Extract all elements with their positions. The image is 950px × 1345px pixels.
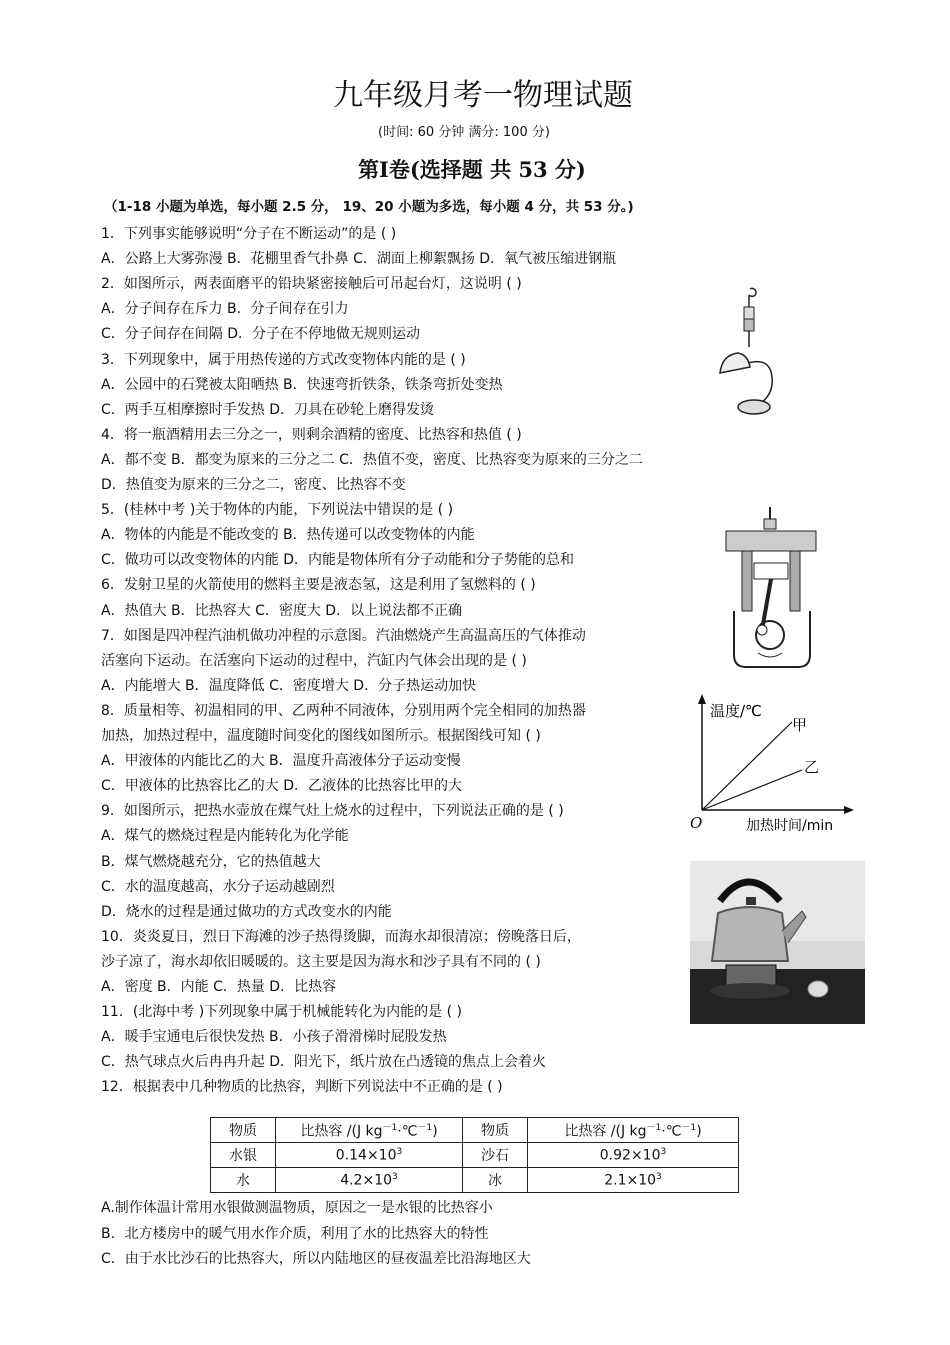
section-heading: 第Ⅰ卷(选择题 共 53 分) [358, 157, 586, 182]
graph-origin: O [690, 814, 703, 832]
engine-power-stroke-figure [722, 505, 822, 670]
table-header-cell: 比热容 /(J $kg^{-1}\cdot℃^{-1}$) [276, 1118, 463, 1143]
question-line: 活塞向下运动。在活塞向下运动的过程中，汽缸内气体会出现的是 ( ) [101, 652, 527, 669]
option-line: C．由于水比沙石的比热容大，所以内陆地区的昼夜温差比沿海地区大 [101, 1251, 531, 1267]
question-line: A．煤气的燃烧过程是内能转化为化学能 [101, 828, 349, 845]
table-row [211, 1143, 739, 1168]
question-line: 2．如图所示，两表面磨平的铅块紧密接触后可吊起台灯，这说明 ( ) [101, 276, 522, 293]
question-line: A．公路上大雾弥漫 B．花棚里香气扑鼻 C．湖面上柳絮飘扬 D．氧气被压缩进钢瓶 [101, 251, 617, 268]
question-line: A．公园中的石凳被太阳晒热 B．快速弯折铁条，铁条弯折处变热 [101, 376, 503, 393]
exam-time-info: (时间: 60 分钟 满分: 100 分) [378, 125, 550, 140]
graph-xlabel: 加热时间/min [746, 818, 834, 834]
graph-series-jia-label: 甲 [792, 716, 808, 734]
question-line: 1．下列事实能够说明“分子在不断运动”的是 ( ) [101, 226, 397, 242]
question-line: C．热气球点火后冉冉升起 D．阳光下，纸片放在凸透镜的焦点上会着火 [101, 1054, 547, 1071]
table-cell: 水 [211, 1168, 276, 1193]
kettle-on-stove-photo [690, 861, 865, 1024]
series-jia-line [702, 722, 792, 810]
question-line: A．甲液体的内能比乙的大 B．温度升高液体分子运动变慢 [101, 753, 461, 770]
table-cell: 冰 [463, 1168, 528, 1193]
table-cell: 水银 [211, 1143, 276, 1168]
exam-title: 九年级月考一物理试题 [333, 78, 633, 113]
question-line: C．做功可以改变物体的内能 D．内能是物体所有分子动能和分子势能的总和 [101, 552, 575, 569]
scoring-instructions: （1-18 小题为单选，每小题 2.5 分， 19、20 小题为多选，每小题 4 分，共 53 分。) [104, 199, 634, 215]
graph-ylabel: 温度/℃ [710, 702, 762, 720]
question-line: C．甲液体的比热容比乙的大 D．乙液体的比热容比甲的大 [101, 778, 463, 795]
question-line: A．暖手宝通电后很快发热 B．小孩子滑滑梯时屁股发热 [101, 1029, 447, 1046]
question-line: D．热值变为原来的三分之二，密度、比热容不变 [101, 477, 406, 493]
question-line: 9．如图所示，把热水壶放在煤气灶上烧水的过程中，下列说法正确的是 ( ) [101, 803, 564, 820]
temperature-time-graph [686, 692, 861, 837]
question-line: A．分子间存在斥力 B．分子间存在引力 [101, 301, 349, 318]
table-cell: $4.2\times 10^3$ [276, 1168, 463, 1193]
question-line: 5．(桂林中考 )关于物体的内能，下列说法中错误的是 ( ) [101, 502, 454, 519]
question-line: 10．炎炎夏日，烈日下海滩的沙子热得烫脚，而海水却很清凉；傍晚落日后， [101, 928, 581, 945]
question-line: D．烧水的过程是通过做功的方式改变水的内能 [101, 903, 392, 920]
table-cell: $2.1\times 10^3$ [528, 1168, 739, 1193]
question-line: 4．将一瓶酒精用去三分之一，则剩余酒精的密度、比热容和热值 ( ) [101, 426, 522, 443]
table-cell: $0.92\times 10^3$ [528, 1143, 739, 1168]
series-yi-line [702, 770, 802, 810]
table-header-cell: 物质 [463, 1118, 528, 1143]
question-line: 12．根据表中几种物质的比热容，判断下列说法中不正确的是 ( ) [101, 1079, 503, 1096]
question-line: B．煤气燃烧越充分，它的热值越大 [101, 853, 321, 870]
table-cell: 沙石 [463, 1143, 528, 1168]
question-line: 沙子凉了，海水却依旧暖暖的。这主要是因为海水和沙子具有不同的 ( ) [101, 953, 541, 970]
table-header-cell: 物质 [211, 1118, 276, 1143]
option-line: B．北方楼房中的暖气用水作介质，利用了水的比热容大的特性 [101, 1226, 489, 1242]
table-header-row [211, 1118, 739, 1143]
question-line: 8．质量相等、初温相同的甲、乙两种不同液体，分别用两个完全相同的加热器 [101, 702, 586, 719]
question-line: A．密度 B．内能 C．热量 D．比热容 [101, 979, 337, 995]
question-line: 6．发射卫星的火箭使用的燃料主要是液态氢，这是利用了氢燃料的 ( ) [101, 577, 536, 594]
table-row [211, 1168, 739, 1193]
question-line: 加热，加热过程中，温度随时间变化的图线如图所示。根据图线可知 ( ) [101, 728, 541, 744]
lead-block-lamp-figure [712, 285, 782, 425]
table-cell: $0.14\times 10^3$ [276, 1143, 463, 1168]
question-line: 7．如图是四冲程汽油机做功冲程的示意图。汽油燃烧产生高温高压的气体推动 [101, 627, 586, 644]
question-line: C．水的温度越高，水分子运动越剧烈 [101, 878, 335, 895]
graph-series-yi-label: 乙 [804, 758, 820, 776]
question-line: C．分子间存在间隔 D．分子在不停地做无规则运动 [101, 326, 421, 343]
option-line: A.制作体温计常用水银做测温物质，原因之一是水银的比热容小 [101, 1200, 493, 1216]
question-line: C．两手互相摩擦时手发热 D．刀具在砂轮上磨得发烫 [101, 401, 435, 418]
table-header-cell: 比热容 /(J $kg^{-1}\cdot℃^{-1}$) [528, 1118, 739, 1143]
question-line: A．热值大 B．比热容大 C．密度大 D．以上说法都不正确 [101, 602, 463, 619]
question-line: A．都不变 B．都变为原来的三分之二 C．热值不变，密度、比热容变为原来的三分之二 [101, 451, 643, 468]
question-line: A．物体的内能是不能改变的 B．热传递可以改变物体的内能 [101, 527, 475, 544]
question-line: A．内能增大 B．温度降低 C．密度增大 D．分子热运动加快 [101, 677, 477, 694]
question-line: 3．下列现象中，属于用热传递的方式改变物体内能的是 ( ) [101, 351, 466, 368]
question-line: 11．(北海中考 )下列现象中属于机械能转化为内能的是 ( ) [101, 1004, 463, 1021]
specific-heat-table [210, 1117, 739, 1193]
